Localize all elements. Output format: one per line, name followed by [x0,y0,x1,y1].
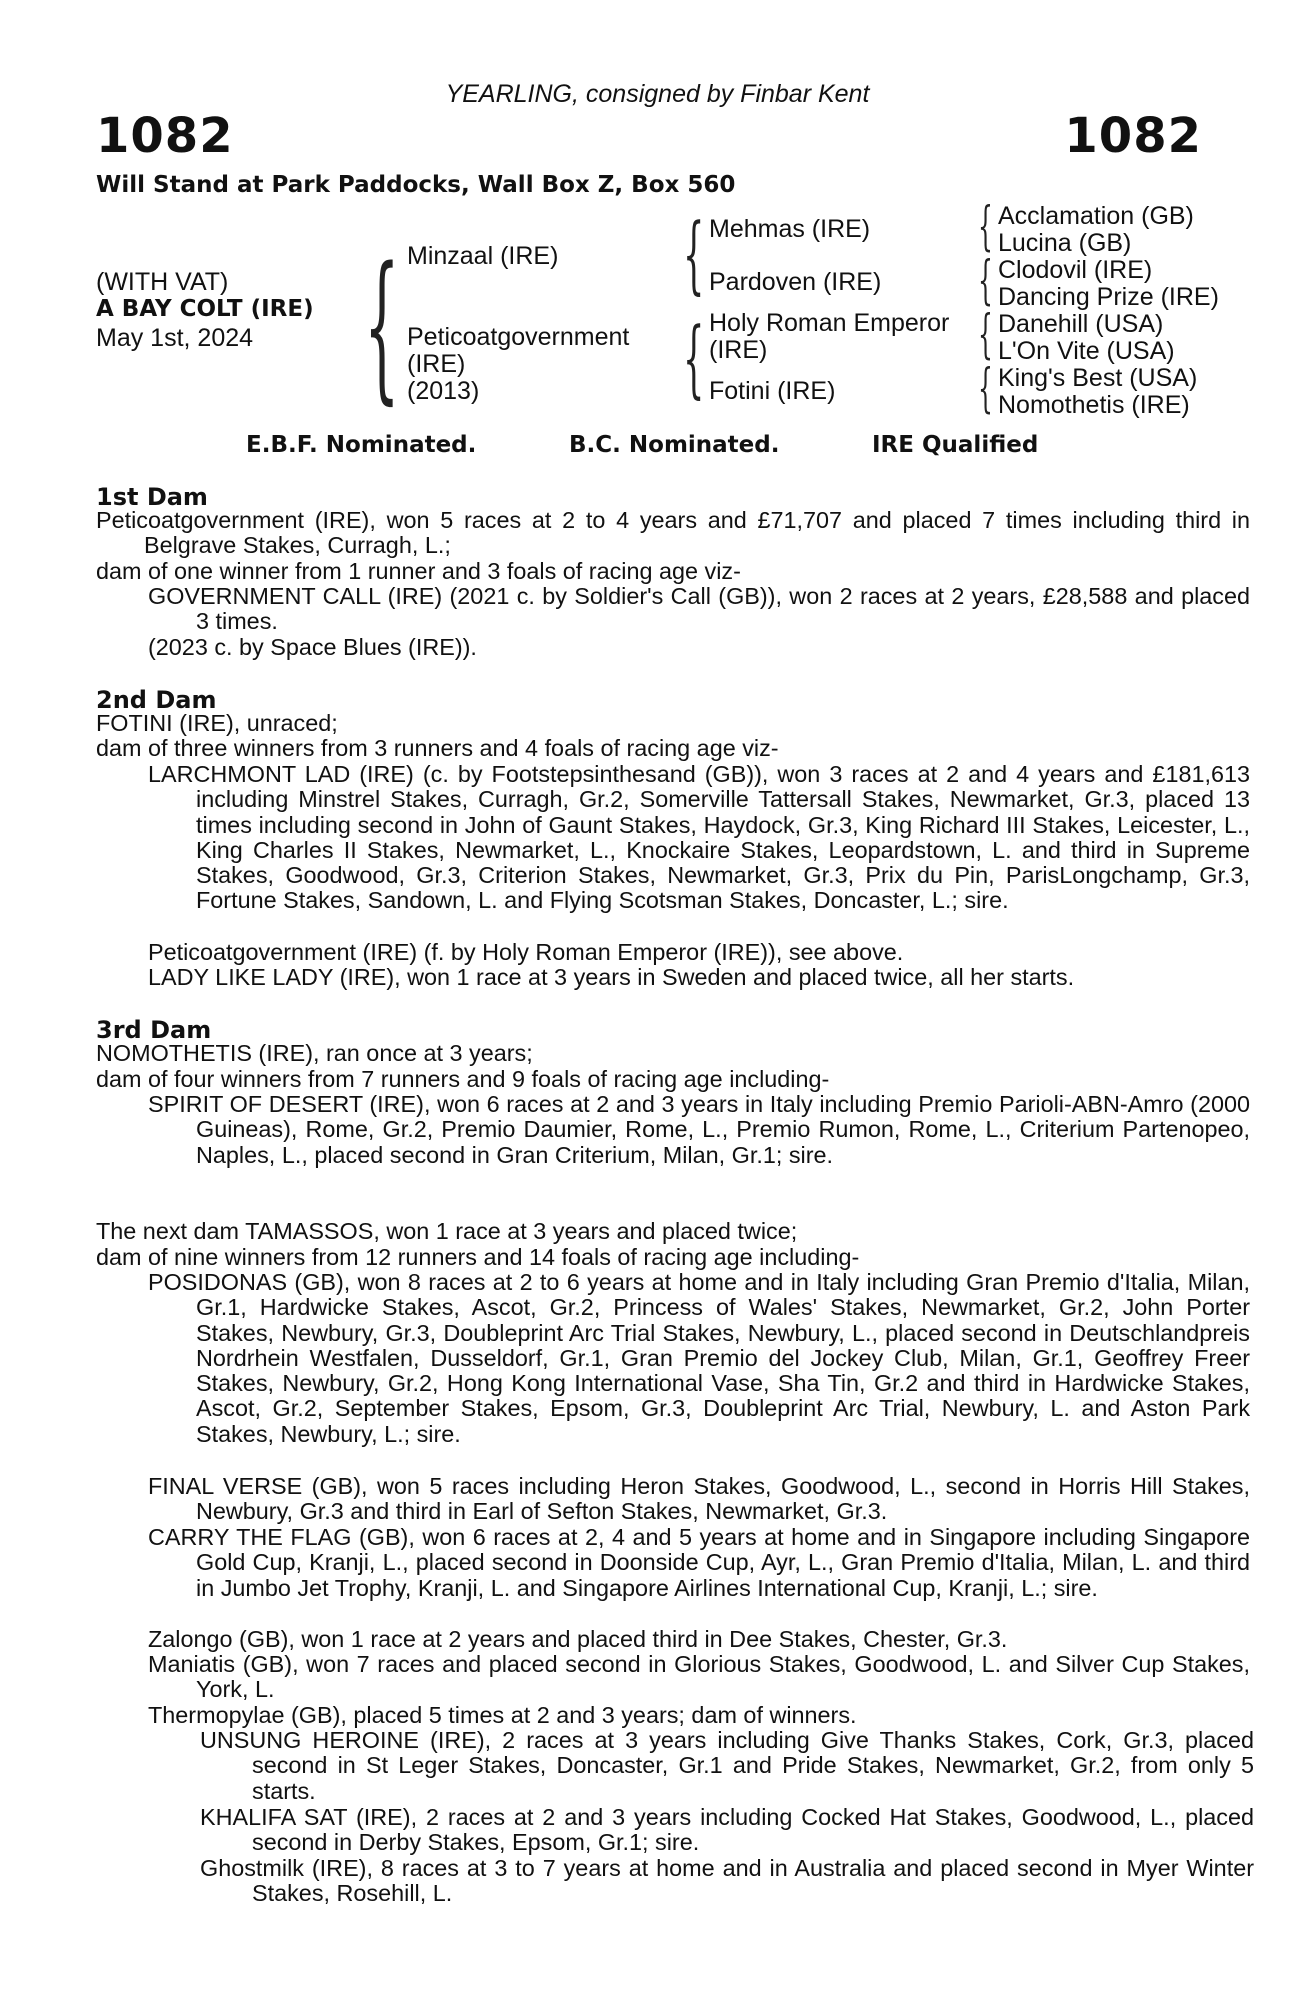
third-dam-record: NOMOTHETIS (IRE), ran once at 3 years; [96,1040,533,1066]
progeny-larchmont-lad: LARCHMONT LAD (IRE) (c. by Footstepsinthesand (GB)), won 3 races at 2 and 4 years and £181,613 including Minstrel Stakes, Curragh, Gr.2, Somerville Tattersall Stakes, Newmarket, Gr.3, placed 13 times including second in John of Gaunt Stakes, Haydock, Gr.3, King Richard III Stakes, Leicester, L., King Charles II Stakes, Newmarket, L., Knockaire Stakes, Leopardstown, L. and third in Supreme Stakes, Goodwood, Gr.3, Criterion Stakes, Newmarket, Gr.3, Prix du Pin, ParisLongchamp, Gr.3, Fortune Stakes, Sandown, L. and Flying Scotsman Stakes, Doncaster, L.; sire. [148,761,1251,914]
ggp-nomothetis: Nomothetis (IRE) [998,391,1190,419]
dam-year: (2013) [407,377,480,405]
ggp-lucina: Lucina (GB) [998,229,1132,257]
brace-main: { [364,232,400,419]
brace-dam: { [683,309,705,407]
vat-label: (WITH VAT) [96,268,229,296]
second-dam-record: FOTINI (IRE), unraced; [96,710,338,736]
progeny-thermopylae: Thermopylae (GB), placed 5 times at 2 and 3 years; dam of winners. [148,1702,857,1728]
grandprogeny-ghostmilk: Ghostmilk (IRE), 8 races at 3 to 7 years at home and in Australia and placed second in Myer Winter Stakes, Rosehill, L. [200,1855,1254,1907]
second-dam-heading: 2nd Dam [96,686,217,714]
ggp-dancing-prize: Dancing Prize (IRE) [998,283,1219,311]
grandprogeny-unsung-heroine: UNSUNG HEROINE (IRE), 2 races at 3 years including Give Thanks Stakes, Cork, Gr.3, placed second in St Leger Stakes, Doncaster, Gr.1 and Pride Stakes, Newmarket, Gr.2, from only 5 starts. [200,1727,1254,1804]
ggp-clodovil: Clodovil (IRE) [998,256,1153,284]
progeny-peticoatgovernment: Peticoatgovernment (IRE) (f. by Holy Roman Emperor (IRE)), see above. [148,939,904,965]
progeny-maniatis: Maniatis (GB), won 7 races and placed second in Glorious Stakes, Goodwood, L. and Silver Cup Stakes, York, L. [148,1651,1250,1703]
first-dam-produce: dam of one winner from 1 runner and 3 foals of racing age viz- [96,558,741,584]
lot-number-right: 1082 [1064,108,1202,164]
grandprogeny-khalifa-sat: KHALIFA SAT (IRE), 2 races at 2 and 3 years including Cocked Hat Stakes, Goodwood, L., placed second in Derby Stakes, Epsom, Gr.1; sire. [200,1804,1254,1856]
dam-sire-line1: Holy Roman Emperor [709,309,950,337]
fourth-dam-produce: dam of nine winners from 12 runners and 14 foals of racing age including- [96,1244,860,1270]
sire-dam: Pardoven (IRE) [709,268,882,296]
sire-name: Minzaal (IRE) [407,242,559,270]
dam-name-line2: (IRE) [407,350,466,378]
fourth-dam-record: The next dam TAMASSOS, won 1 race at 3 years and placed twice; [96,1218,798,1244]
ggp-lon-vite: L'On Vite (USA) [998,337,1175,365]
ggp-acclamation: Acclamation (GB) [998,202,1194,230]
progeny-spirit-of-desert: SPIRIT OF DESERT (IRE), won 6 races at 2 and 3 years in Italy including Premio Parioli-ABN-Amro (2000 Guineas), Rome, Gr.2, Premio Daumier, Rome, L., Premio Rumon, Rome, L., Criterium Partenopeo, Naples, L., placed second in Gran Criterium, Milan, Gr.1; sire. [148,1091,1250,1168]
lot-number-left: 1082 [96,108,234,164]
progeny-government-call: GOVERNMENT CALL (IRE) (2021 c. by Soldier's Call (GB)), won 2 races at 2 years, £28,588 and placed 3 times. [148,583,1250,635]
second-dam-produce: dam of three winners from 3 runners and 4 foals of racing age viz- [96,735,779,761]
bc-nominated: B.C. Nominated. [569,432,780,458]
brace-sd: { [978,251,993,311]
ire-qualified: IRE Qualified [872,432,1039,458]
ggp-danehill: Danehill (USA) [998,310,1164,338]
first-dam-heading: 1st Dam [96,483,208,511]
progeny-carry-the-flag: CARRY THE FLAG (GB), won 6 races at 2, 4 and 5 years at home and in Singapore including Singapore Gold Cup, Kranji, L., placed second in Doonside Cup, Ayr, L., Gran Premio d'Italia, Milan, L. and third in Jumbo Jet Trophy, Kranji, L. and Singapore Airlines International Cup, Kranji, L.; sire. [148,1524,1250,1601]
progeny-2023-colt: (2023 c. by Space Blues (IRE)). [148,634,477,660]
dam-name-line1: Peticoatgovernment [407,323,630,351]
brace-ds: { [978,305,993,365]
progeny-posidonas: POSIDONAS (GB), won 8 races at 2 to 6 years at home and in Italy including Gran Premio d'Italia, Milan, Gr.1, Hardwicke Stakes, Ascot, Gr.2, Princess of Wales' Stakes, Newmarket, Gr.2, John Porter Stakes, Newbury, Gr.3, Doubleprint Arc Trial Stakes, Newbury, L., placed second in Deutschlandpreis Nordrhein Westfalen, Dusseldorf, Gr.1, Gran Premio del Jockey Club, Milan, Gr.1, Geoffrey Freer Stakes, Newbury, Gr.2, Hong Kong International Vase, Sha Tin, Gr.2 and third in Hardwicke Stakes, Ascot, Gr.2, September Stakes, Epsom, Gr.3, Doubleprint Arc Trial, Newbury, L. and Aston Park Stakes, Newbury, L.; sire. [148,1269,1251,1447]
consignment-subtitle: YEARLING, consigned by Finbar Kent [445,80,870,108]
dam-sire-line2: (IRE) [709,336,768,364]
first-dam-record: Peticoatgovernment (IRE), won 5 races at 2 to 4 years and £71,707 and placed 7 times including third in Belgrave Stakes, Curragh, L.; [96,507,1251,559]
dam-dam: Fotini (IRE) [709,377,836,405]
third-dam-produce: dam of four winners from 7 runners and 9 foals of racing age including- [96,1066,830,1092]
stand-location: Will Stand at Park Paddocks, Wall Box Z, Box 560 [96,172,736,198]
third-dam-heading: 3rd Dam [96,1016,212,1044]
sire-sire: Mehmas (IRE) [709,215,871,243]
brace-ss: { [978,197,993,257]
horse-name: A BAY COLT (IRE) [96,296,314,322]
ggp-kings-best: King's Best (USA) [998,364,1198,392]
brace-sire: { [683,205,705,303]
progeny-zalongo: Zalongo (GB), won 1 race at 2 years and placed third in Dee Stakes, Chester, Gr.3. [148,1626,1008,1652]
ebf-nominated: E.B.F. Nominated. [246,432,477,458]
progeny-final-verse: FINAL VERSE (GB), won 5 races including Heron Stakes, Goodwood, L., second in Horris Hill Stakes, Newbury, Gr.3 and third in Earl of Sefton Stakes, Newmarket, Gr.3. [148,1473,1250,1525]
foaling-date: May 1st, 2024 [96,324,254,352]
progeny-lady-like-lady: LADY LIKE LADY (IRE), won 1 race at 3 years in Sweden and placed twice, all her starts. [148,964,1075,990]
brace-dd: { [978,359,993,419]
